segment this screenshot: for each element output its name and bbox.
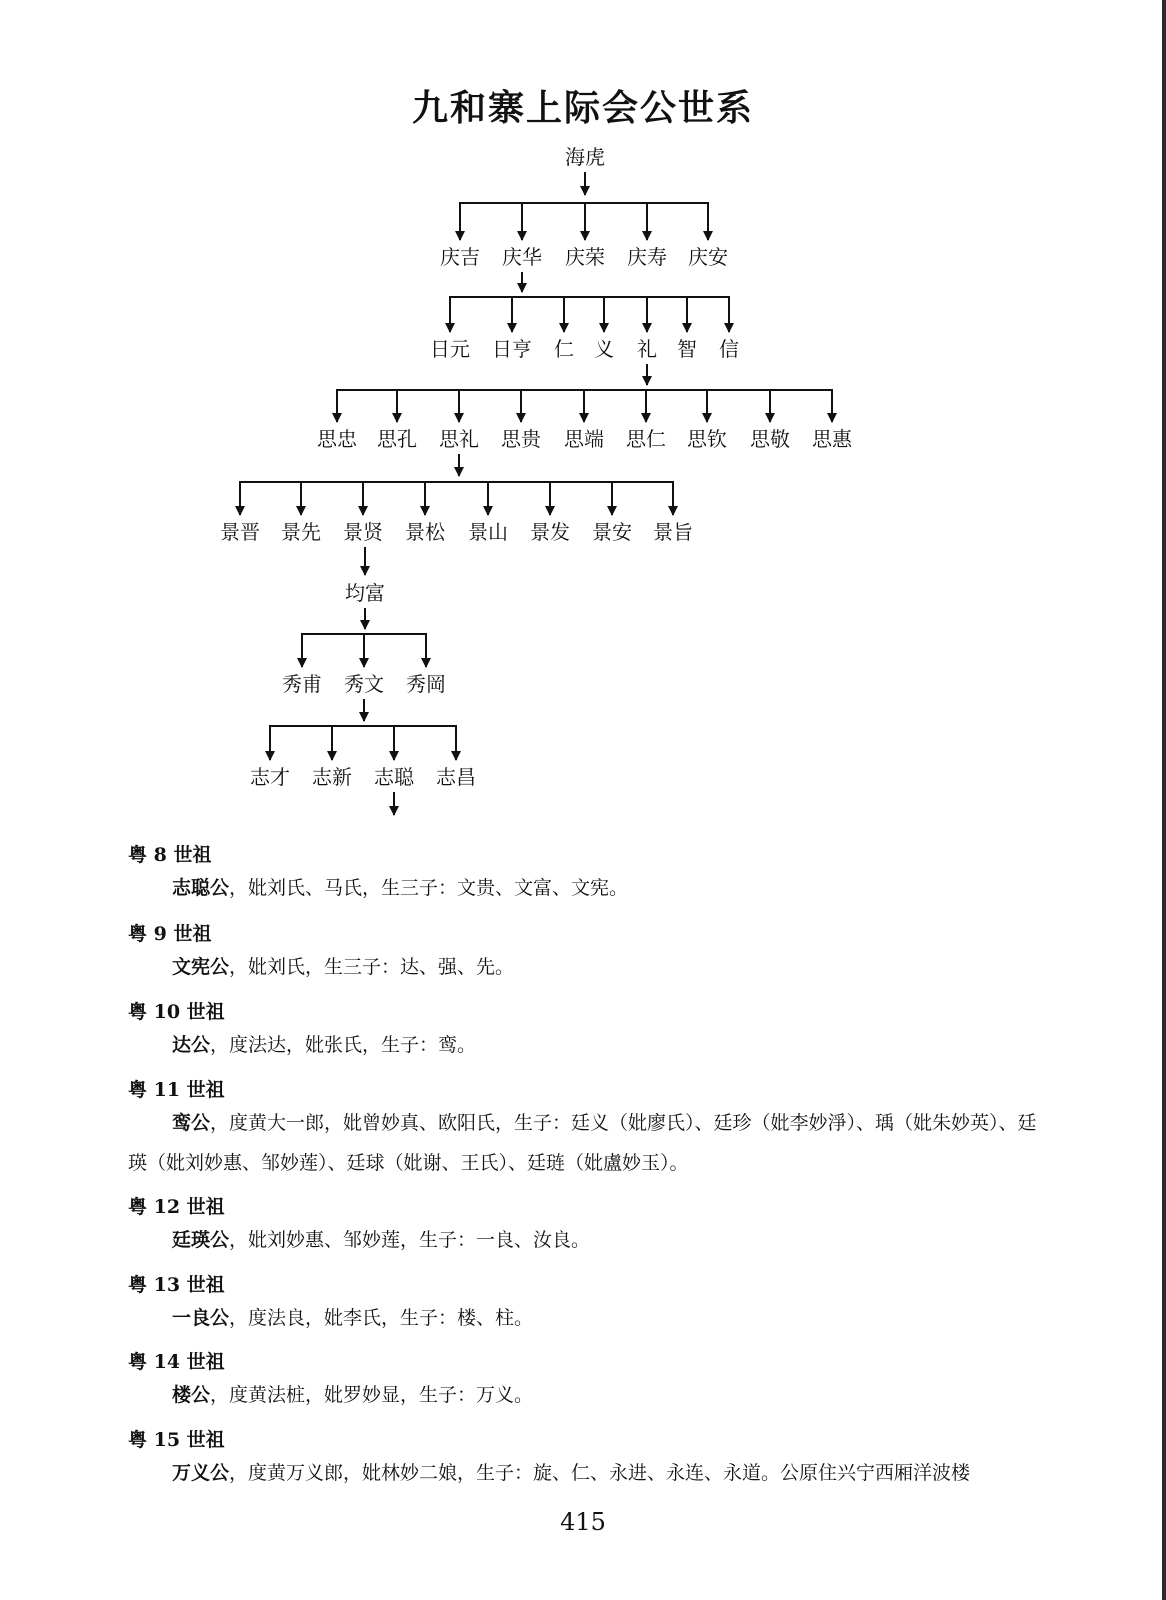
ancestor-name: 鸾公	[172, 1112, 211, 1134]
person-name: 思敬	[750, 427, 790, 451]
person-name: 志昌	[436, 765, 476, 789]
person-name: 均富	[345, 581, 385, 605]
person-name: 思惠	[812, 427, 852, 451]
person-name: 海虎	[565, 145, 605, 169]
person-name: 日元	[430, 337, 470, 361]
generation-heading: 粤 8 世祖	[128, 844, 212, 866]
person-name: 信	[719, 337, 739, 361]
generation-entry	[128, 1220, 1048, 1260]
person-name: 景旨	[653, 520, 693, 544]
person-name: 景安	[592, 520, 632, 544]
ancestor-name: 志聪公	[172, 877, 230, 899]
person-name: 志聪	[374, 765, 414, 789]
generation-entry	[128, 868, 1048, 908]
person-name: 义	[594, 337, 614, 361]
ancestor-details: ，度黄大一郎，妣曾妙真、欧阳氏，生子：廷义（妣廖氏）、廷珍（妣李妙淨）、瑀（妣朱妙英）、廷瑛（妣刘妙惠、邹妙莲）、廷球（妣谢、王氏）、廷琏（妣盧妙玉）。	[128, 1112, 1037, 1174]
generation-entry	[128, 947, 1048, 987]
person-name: 礼	[637, 337, 657, 361]
generation-heading: 粤 11 世祖	[128, 1079, 225, 1101]
person-name: 智	[677, 337, 697, 361]
generation-entry	[128, 1025, 1048, 1065]
generation-entry	[128, 1298, 1048, 1338]
person-name: 思贵	[501, 427, 541, 451]
generation-heading: 粤 12 世祖	[128, 1196, 225, 1218]
generation-heading: 粤 13 世祖	[128, 1274, 225, 1296]
person-name: 思忠	[317, 427, 357, 451]
ancestor-details: ，度黄万义郎，妣林妙二娘，生子：旋、仁、永进、永连、永道。公原住兴宁西厢洋波楼	[229, 1462, 971, 1484]
ancestor-details: ，妣刘氏，生三子：达、强、先。	[229, 956, 515, 978]
person-name: 景贤	[343, 520, 383, 544]
person-name: 日亨	[492, 337, 532, 361]
generation-entry	[128, 1453, 1048, 1493]
generation-heading: 粤 10 世祖	[128, 1001, 225, 1023]
generation-heading: 粤 14 世祖	[128, 1351, 225, 1373]
person-name: 庆安	[688, 245, 728, 269]
person-name: 景松	[405, 520, 445, 544]
ancestor-name: 文宪公	[172, 956, 230, 978]
person-name: 庆寿	[627, 245, 667, 269]
ancestor-details: ，妣刘妙惠、邹妙莲，生子：一良、汝良。	[229, 1229, 591, 1251]
ancestor-details: ，妣刘氏、马氏，生三子：文贵、文富、文宪。	[229, 877, 629, 899]
person-name: 庆荣	[565, 245, 605, 269]
person-name: 仁	[554, 337, 574, 361]
ancestor-name: 楼公	[172, 1384, 211, 1406]
ancestor-name: 达公	[172, 1034, 211, 1056]
person-name: 秀甫	[282, 672, 322, 696]
person-name: 志才	[250, 765, 290, 789]
generation-entry	[128, 1375, 1048, 1415]
person-name: 庆华	[502, 245, 542, 269]
person-name: 秀岡	[406, 672, 446, 696]
person-name: 思仁	[626, 427, 666, 451]
ancestor-name: 一良公	[172, 1307, 230, 1329]
person-name: 思礼	[439, 427, 479, 451]
person-name: 景山	[468, 520, 508, 544]
person-name: 庆吉	[440, 245, 480, 269]
ancestor-details: ，度法良，妣李氏，生子：楼、柱。	[229, 1307, 534, 1329]
page-title: 九和寨上际会公世系	[411, 87, 754, 129]
generation-heading: 粤 15 世祖	[128, 1429, 225, 1451]
person-name: 志新	[312, 765, 352, 789]
person-name: 景晋	[220, 520, 260, 544]
person-name: 景发	[530, 520, 570, 544]
person-name: 思端	[564, 427, 604, 451]
ancestor-name: 万义公	[172, 1462, 230, 1484]
person-name: 思孔	[377, 427, 417, 451]
person-name: 秀文	[344, 672, 384, 696]
generation-entry	[128, 1103, 1048, 1183]
ancestor-details: ，度法达，妣张氏，生子：鸾。	[210, 1034, 477, 1056]
person-name: 景先	[281, 520, 321, 544]
ancestor-name: 廷瑛公	[172, 1229, 230, 1251]
generation-heading: 粤 9 世祖	[128, 923, 212, 945]
ancestor-details: ，度黄法桩，妣罗妙显，生子：万义。	[210, 1384, 534, 1406]
person-name: 思钦	[687, 427, 727, 451]
page-number: 415	[560, 1508, 606, 1536]
